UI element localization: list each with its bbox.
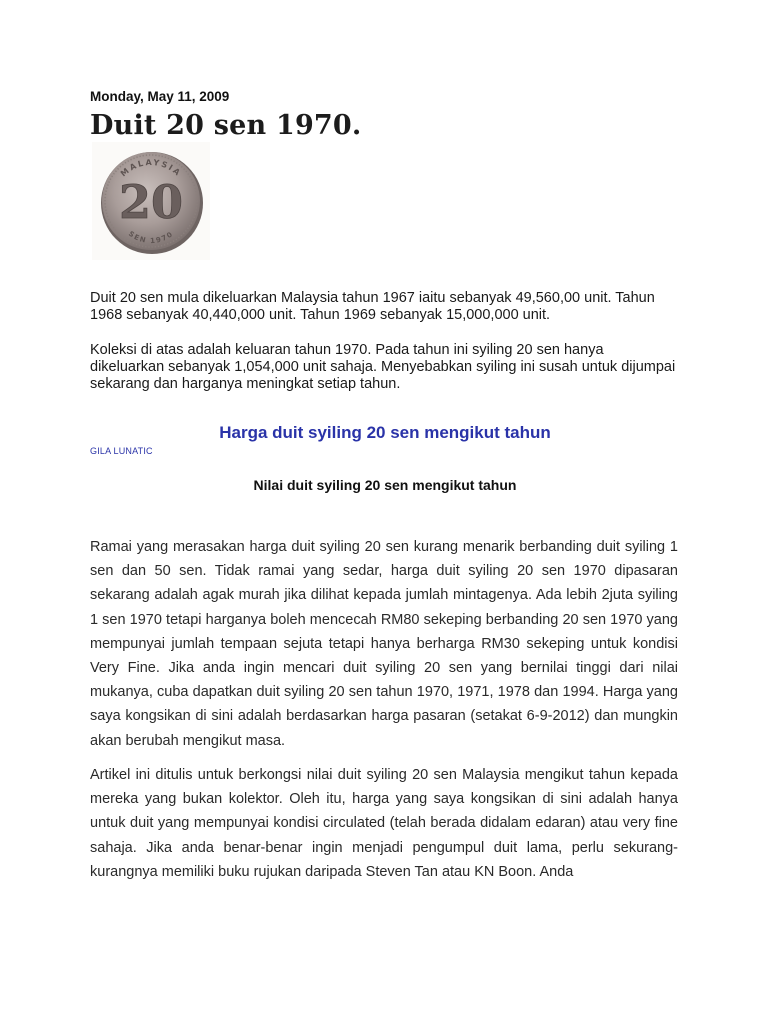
source-tag-link[interactable]: GILA LUNATIC [90,446,153,456]
article-paragraph-1: Ramai yang merasakan harga duit syiling 20 sen kurang menarik berbanding duit syiling 1 sen dan 50 sen. Tidak ramai yang sedar, harga duit syiling 20 sen 1970 dipasaran sekarang adalah agak murah jika dilihat kepada jumlah mintagenya. Ada lebih 2juta syiling 1 sen 1970 tetapi harganya boleh mencecah RM80 sekeping berbanding 20 sen 1970 yang mempunyai jumlah tempaan sejuta tetapi hanya berharga RM30 sekeping untuk kondisi Very Fine. Jika anda ingin mencari duit syiling 20 sen yang bernilai tinggi dari nilai mukanya, cuba dapatkan duit syiling 20 sen tahun 1970, 1971, 1978 dan 1994. Harga yang saya kongsikan di sini adalah berdasarkan harga pasaran (setakat 6-9-2012) dan mungkin akan berubah mengikut masa. [90,539,678,749]
article-heading: Harga duit syiling 20 sen mengikut tahun [219,423,551,442]
coin-label-bottom: SEN 1970 [126,229,176,246]
coin-image [92,142,210,260]
article-paragraph-2: Artikel ini ditulis untuk berkongsi nilai duit syiling 20 sen Malaysia mengikut tahun kepada mereka yang bukan kolektor. Oleh itu, harga yang saya kongsikan di sini adalah hanya untuk duit yang mempunyai kondisi circulated (telah berada didalam edaran) atau very fine sahaja. Jika anda benar-benar ingin menjadi pengumpul duit lama, perlu sekurang-kurangnya memiliki buku rujukan daripada Steven Tan atau KN Boon. Anda [90,767,678,880]
intro-paragraph-2: Koleksi di atas adalah keluaran tahun 1970. Pada tahun ini syiling 20 sen hanya dikeluarkan sebanyak 1,054,000 unit sahaja. Menyebabkan syiling ini susah untuk dijumpai sekarang dan harganya meningkat setiap tahun. [90,342,676,392]
intro-paragraph-1: Duit 20 sen mula dikeluarkan Malaysia tahun 1967 iaitu sebanyak 49,560,00 unit. Tahun 1968 sebanyak 40,440,000 unit. Tahun 1969 sebanyak 15,000,000 unit. [90,290,655,323]
post-title: Duit 20 sen 1970. [90,110,362,141]
coin-value: 20 [118,175,184,229]
post-date: Monday, May 11, 2009 [90,89,230,104]
article-subheading: Nilai duit syiling 20 sen mengikut tahun [253,477,517,493]
coin-20-sen-illustration [92,142,210,260]
coin-label-top: MALAYSIA [118,157,184,179]
